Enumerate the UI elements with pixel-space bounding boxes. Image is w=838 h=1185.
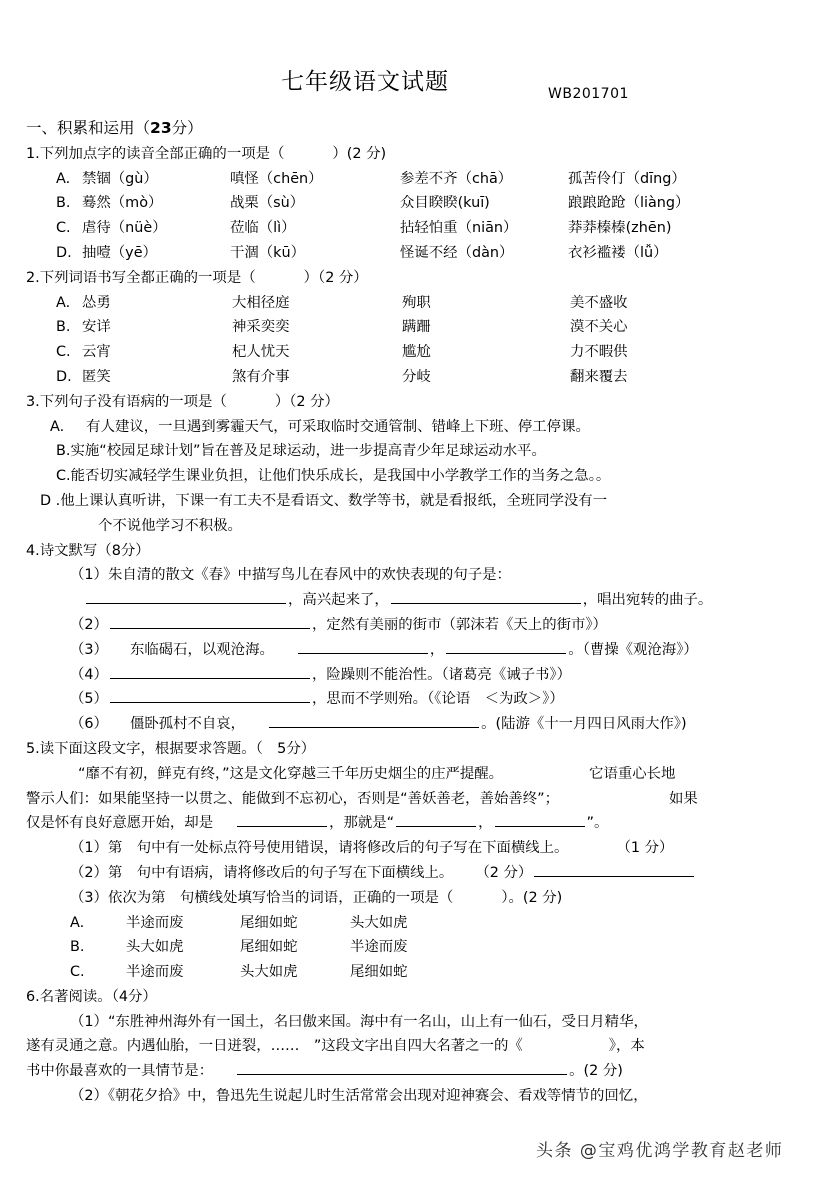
item-text: ，定然有美丽的街市（郭沫若《天上的街市》）	[311, 616, 607, 633]
q5-passage-line-3	[26, 811, 816, 836]
section-heading	[26, 116, 816, 141]
q5-passage-line-1	[26, 762, 816, 787]
passage-text: 仅是怀有良好意愿开始，却是	[26, 815, 214, 832]
answer-blank[interactable]	[298, 638, 428, 654]
item-text: 。（曹操《观沧海》）	[568, 641, 698, 658]
question-3-option-c[interactable]	[26, 464, 816, 489]
option-item: 莽莽榛榛(zhēn)	[568, 220, 672, 237]
option-item: 蹒跚	[402, 319, 431, 336]
question-4-title-text: 诗文默写（8分）	[39, 542, 150, 559]
question-3-number: 3.	[26, 393, 40, 410]
option-item: 煞有介事	[232, 368, 290, 385]
option-item: 踉踉跄跄（liàng）	[568, 195, 690, 212]
option-item: 尴尬	[402, 344, 431, 361]
option-item: 拈轻怕重（niān）	[400, 220, 518, 237]
option-label: A.	[56, 170, 71, 187]
option-item: 抽噎（yē）	[82, 244, 157, 261]
question-5-title	[26, 737, 816, 762]
option-item: 怂勇	[82, 294, 111, 311]
item-text: 》，本	[608, 1038, 645, 1055]
item-number: （5）	[70, 691, 108, 708]
question-3-option-d-cont	[26, 514, 816, 539]
paper-content	[26, 70, 816, 1109]
answer-blank[interactable]	[269, 712, 479, 728]
item-text: 依次为第 句横线处填写恰当的词语，正确的一项是（	[107, 889, 454, 906]
question-2-tail: ）（2 分）	[303, 269, 368, 286]
item-number: （1）	[70, 567, 108, 584]
option-item: 翻来覆去	[570, 368, 628, 385]
question-2-number: 2.	[26, 269, 40, 286]
answer-blank[interactable]	[237, 811, 327, 827]
option-item: 漠不关心	[570, 319, 628, 336]
answer-blank[interactable]	[110, 663, 310, 679]
item-number: （2）	[70, 864, 108, 881]
option-item: 大相径庭	[232, 294, 290, 311]
option-item: 蓦然（mò）	[82, 195, 163, 212]
q5-option-b[interactable]	[26, 935, 816, 960]
question-4-number: 4.	[26, 542, 40, 559]
option-item: 尾细如蛇	[240, 939, 298, 956]
option-label: A.	[56, 294, 71, 311]
option-item: 安详	[82, 319, 111, 336]
q5-option-a[interactable]	[26, 911, 816, 936]
passage-text: 警示人们：如果能坚持一以贯之、能做到不忘初心，否则是“善妖善老，善始善终”；	[26, 790, 559, 807]
option-item: 头大如虎	[240, 964, 298, 981]
question-3-text: 下列句子没有语病的一项是（	[39, 393, 227, 410]
option-item: 莅临（lì）	[230, 220, 296, 237]
item-score: （2 分）	[475, 864, 533, 881]
item-text: 第 句中有语病，请将修改后的句子写在下面横线上。	[107, 864, 454, 881]
item-text: 朱自清的散文《春》中描写鸟儿在春风中的欢快表现的句子是：	[107, 567, 511, 584]
page-title: 七年级语文试题	[281, 69, 449, 95]
option-label: C.	[56, 468, 71, 485]
question-2-text: 下列词语书写全都正确的一项是（	[39, 269, 256, 286]
question-3-option-a[interactable]	[26, 415, 816, 440]
option-item: 半途而废	[126, 914, 184, 931]
section-paren-open: （	[134, 119, 151, 137]
item-text: “东胜神州海外有一国土，名曰傲来国。海中有一名山，山上有一仙石，受日月精华，	[107, 1013, 648, 1030]
section-paren-close: 分）	[171, 119, 203, 137]
item-text: ，思而不学则殆。（《论语 ＜为政＞》）	[311, 691, 564, 708]
question-1-tail: ）(2 分)	[332, 145, 387, 162]
option-label: A.	[70, 914, 85, 931]
q4-item-6	[26, 712, 816, 737]
option-label: C.	[56, 344, 71, 361]
option-text: 能否切实减轻学生课业负担，让他们快乐成长，是我国中小学教学工作的当务之急。。	[70, 468, 611, 485]
q5-sub-3	[26, 886, 816, 911]
option-item: 分岐	[402, 368, 431, 385]
option-text: 实施“校园足球计划”旨在普及足球运动，进一步提高青少年足球运动水平。	[70, 443, 546, 460]
question-1-number: 1.	[26, 145, 40, 162]
answer-blank[interactable]	[534, 861, 694, 877]
item-text: ，高兴起来了，	[288, 592, 389, 609]
q5-option-c[interactable]	[26, 960, 816, 985]
item-text: 。(陆游《十一月四日风雨大作》)	[481, 716, 687, 733]
q4-item-1-lead	[26, 563, 816, 588]
item-score: （1 分）	[616, 840, 674, 857]
option-item: 禁锢（gù）	[82, 170, 158, 187]
q6-sub-1-line-1	[26, 1010, 816, 1035]
item-number: （4）	[70, 666, 108, 683]
q6-sub-1-line-2	[26, 1034, 816, 1059]
option-item: 参差不齐（chā）	[400, 170, 513, 187]
option-item: 孤苦伶仃（dīng）	[568, 170, 686, 187]
section-heading-text: 一、积累和运用	[26, 119, 135, 137]
item-text: ，唱出宛转的曲子。	[582, 592, 713, 609]
option-label: D.	[56, 244, 72, 261]
item-number: （2）	[70, 1088, 108, 1105]
question-3-tail: ）（2 分）	[274, 393, 339, 410]
question-2-option-a[interactable]	[26, 291, 816, 316]
q4-item-5	[26, 687, 816, 712]
q5-passage-line-2	[26, 787, 816, 812]
option-text: 他上课认真听讲，下课一有工夫不是看语文、数学等书，就是看报纸，全班同学没有一	[60, 492, 608, 509]
q4-item-4	[26, 663, 816, 688]
item-text: ，	[429, 641, 445, 658]
question-6-number: 6.	[26, 988, 40, 1005]
item-number: （6）	[70, 716, 108, 733]
answer-blank[interactable]	[396, 811, 476, 827]
section-score: 23	[150, 119, 172, 137]
passage-text: “靡不有初，鲜克有终，”这是文化穿越三千年历史烟尘的庄严提醒。	[78, 765, 504, 782]
option-item: 怪诞不经（dàn）	[400, 244, 514, 261]
q4-item-2	[26, 613, 816, 638]
title-row	[26, 70, 816, 114]
q4-item-1-answer-line	[26, 588, 816, 613]
answer-blank[interactable]	[86, 588, 286, 604]
item-text: 僵卧孤村不自哀，	[129, 716, 246, 733]
item-text: 《朝花夕拾》中，鲁迅先生说起儿时生活常常会出现对迎神赛会、看戏等情节的回忆，	[107, 1088, 648, 1105]
question-2-stem	[26, 266, 816, 291]
option-item: 众目睽睽(kuī)	[400, 195, 490, 212]
option-item: 神采奕奕	[232, 319, 290, 336]
question-1-option-b[interactable]	[26, 191, 816, 216]
option-item: 虐待（nüè）	[82, 220, 167, 237]
option-item: 衣衫褴褛（lǚ）	[568, 244, 668, 261]
option-item: 战栗（sù）	[230, 195, 305, 212]
option-label: D.	[56, 368, 72, 385]
option-item: 殉职	[402, 294, 431, 311]
option-label: B.	[56, 195, 71, 212]
option-label: A.	[50, 418, 65, 435]
question-3-option-b[interactable]	[26, 439, 816, 464]
option-item: 半途而废	[350, 939, 408, 956]
option-item: 云宵	[82, 344, 111, 361]
answer-blank[interactable]	[495, 811, 585, 827]
passage-text: ，那就是“	[329, 815, 395, 832]
item-text: 第 句中有一处标点符号使用错误，请将修改后的句子写在下面横线上。	[107, 840, 569, 857]
q6-sub-2	[26, 1084, 816, 1109]
answer-blank[interactable]	[110, 613, 310, 629]
watermark-credit: 头条 @宝鸡优鸿学教育赵老师	[536, 1141, 784, 1161]
option-item: 尾细如蛇	[350, 964, 408, 981]
question-2-option-b[interactable]	[26, 315, 816, 340]
option-item: 杞人忧天	[232, 344, 290, 361]
question-1-stem	[26, 142, 816, 167]
item-tail: ）。(2 分)	[501, 889, 563, 906]
option-item: 嗔怪（chēn）	[230, 170, 323, 187]
question-1-text: 下列加点字的读音全部正确的一项是（	[39, 145, 285, 162]
option-text: 有人建议，一旦遇到雾霾天气，可采取临时交通管制、错峰上下班、停工停课。	[86, 418, 590, 435]
item-text: 东临碣石，以观沧海。	[129, 641, 274, 658]
option-item: 匿笑	[82, 368, 111, 385]
item-text: 遂有灵通之意。内遇仙胎，一日迸裂，…… ”这段文字出自四大名著之一的《	[26, 1038, 523, 1055]
item-number: （1）	[70, 840, 108, 857]
option-label: C.	[56, 220, 71, 237]
item-number: （2）	[70, 616, 108, 633]
item-text: 书中你最喜欢的一具情节是：	[26, 1063, 214, 1080]
question-2-option-d[interactable]	[26, 365, 816, 390]
question-4-title	[26, 539, 816, 564]
option-item: 力不暇供	[570, 344, 628, 361]
question-5-number: 5.	[26, 740, 40, 757]
option-item: 头大如虎	[350, 914, 408, 931]
item-number: （1）	[70, 1013, 108, 1030]
item-text: 。(2 分)	[569, 1063, 623, 1080]
answer-blank[interactable]	[446, 638, 566, 654]
item-number: （3）	[70, 889, 108, 906]
q5-sub-2	[26, 861, 816, 886]
question-3-stem	[26, 390, 816, 415]
question-1-option-a[interactable]	[26, 167, 816, 192]
q5-sub-1	[26, 836, 816, 861]
option-label: C.	[70, 964, 85, 981]
option-item: 头大如虎	[126, 939, 184, 956]
question-1-option-c[interactable]	[26, 216, 816, 241]
option-label: D .	[40, 492, 61, 509]
question-2-option-c[interactable]	[26, 340, 816, 365]
option-label: B.	[56, 319, 71, 336]
item-number: （3）	[70, 641, 108, 658]
passage-text: ，	[478, 815, 493, 832]
question-5-title-text: 读下面这段文字，根据要求答题。（ 5分）	[39, 740, 316, 757]
option-label: B.	[56, 443, 71, 460]
paper-code: WB201701	[548, 86, 629, 102]
answer-blank[interactable]	[391, 588, 581, 604]
question-1-option-d[interactable]	[26, 241, 816, 266]
passage-text: 如果	[668, 790, 698, 807]
q6-sub-1-line-3	[26, 1059, 816, 1084]
option-label: B.	[70, 939, 85, 956]
option-item: 尾细如蛇	[240, 914, 298, 931]
option-item: 美不盛收	[570, 294, 628, 311]
question-6-title-text: 名著阅读。（4分）	[39, 988, 157, 1005]
passage-text: 它语重心长地	[589, 765, 676, 782]
question-3-option-d[interactable]	[26, 489, 816, 514]
question-6-title	[26, 985, 816, 1010]
item-text: ，险躁则不能治性。（诸葛亮《诫子书》）	[311, 666, 571, 683]
passage-text: ”。	[586, 815, 609, 832]
option-item: 半途而废	[126, 964, 184, 981]
option-item: 干涸（kū）	[230, 244, 306, 261]
answer-blank[interactable]	[237, 1059, 567, 1075]
q4-item-3	[26, 638, 816, 663]
option-text-continued: 个不说他学习不积极。	[98, 517, 242, 534]
answer-blank[interactable]	[110, 687, 310, 703]
